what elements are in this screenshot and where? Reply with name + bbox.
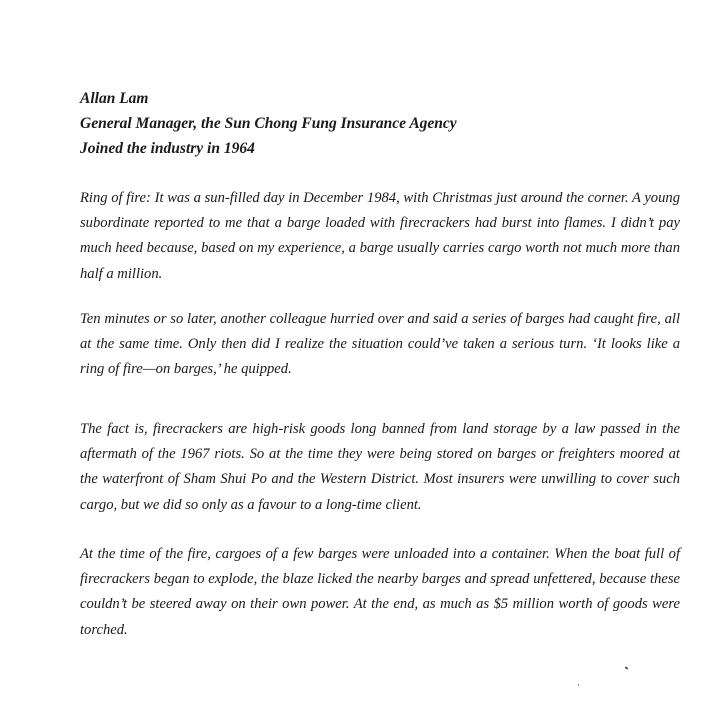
paragraph-4: At the time of the fire, cargoes of a few barges were unloaded into a container. When the boat full of firecrackers began to explode, the blaze licked the nearby barges and spread unfettered, because these couldn’t be steered away on their own power. At the end, as much as $5 million worth of goods were torched. [80, 546, 680, 638]
scan-speck [578, 684, 579, 686]
paragraph-3: The fact is, firecrackers are high-risk goods long banned from land storage by a law passed in the aftermath of the 1967 riots. So at the time they were being stored on barges or freighters moored at the waterfront of Sham Shui Po and the Western District. Most insurers were unwilling to cover such cargo, but we did so only as a favour to a long-time client. [80, 421, 680, 513]
scan-speck [625, 666, 629, 669]
author-joined: Joined the industry in 1964 [80, 140, 255, 157]
author-name: Allan Lam [80, 90, 149, 107]
author-title: General Manager, the Sun Chong Fung Insurance Agency [80, 115, 457, 132]
document-page [80, 86, 680, 638]
paragraph-2: Ten minutes or so later, another colleague hurried over and said a series of barges had caught fire, all at the same time. Only then did I realize the situation could’ve taken a serious turn. ‘It looks like a ring of fire—on barges,’ he quipped. [80, 311, 680, 378]
author-header [80, 86, 680, 161]
paragraph-1: Ring of fire: It was a sun-filled day in December 1984, with Christmas just around the corner. A young subordinate reported to me that a barge loaded with firecrackers had burst into flames. I didn’t pay much heed because, based on my experience, a barge usually carries cargo worth not much more than half a million. [80, 190, 680, 282]
